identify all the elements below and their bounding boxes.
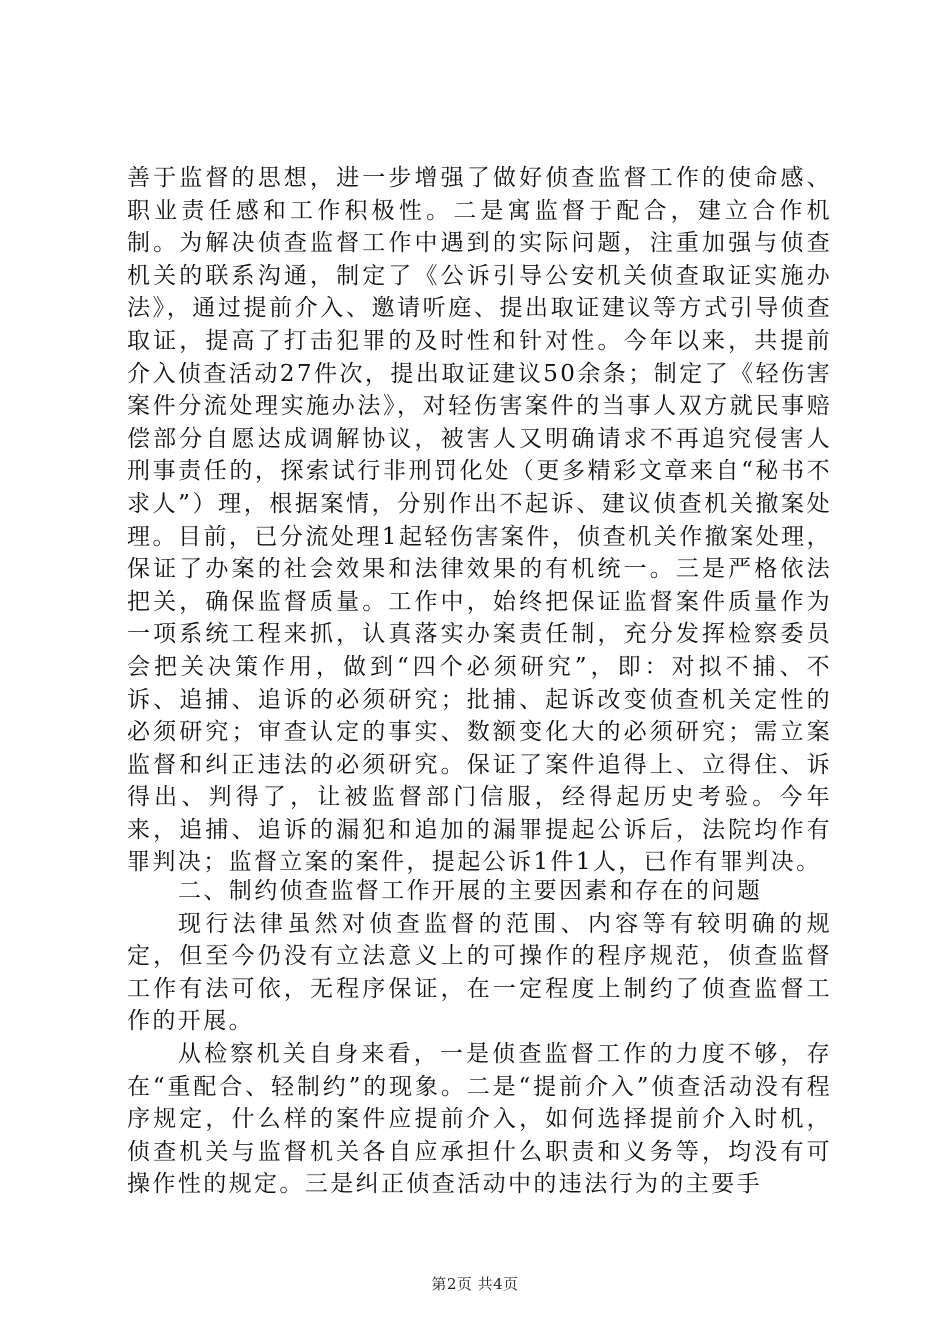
paragraph: 从检察机关自身来看，一是侦查监督工作的力度不够，存在“重配合、轻制约”的现象。二是“提前介入”侦查活动没有程序规定，什么样的案件应提前介入，如何选择提前介入时机，侦查机关与监督机关各自应承担什么职责和义务等，均没有可操作性的规定。三是纠正侦查活动中的违法行为的主要手 [127, 1040, 832, 1198]
body-text-continued [127, 162, 832, 879]
page-number-footer: 第2页 共4页 [431, 1275, 519, 1293]
paragraph: 现行法律虽然对侦查监督的范围、内容等有较明确的规定，但至今仍没有立法意义上的可操作的程序规范，侦查监督工作有法可依，无程序保证，在一定程度上制约了侦查监督工作的开展。 [127, 910, 832, 1035]
section-heading: 二、制约侦查监督工作开展的主要因素和存在的问题 [178, 878, 763, 904]
body-text-section-2 [127, 875, 832, 1201]
paragraph-continued: 善于监督的思想，进一步增强了做好侦查监督工作的使命感、职业责任感和工作积极性。二是寓监督于配合，建立合作机制。为解决侦查监督工作中遇到的实际问题，注重加强与侦查机关的联系沟通，制定了《公诉引导公安机关侦查取证实施办法》，通过提前介入、邀请听庭、提出取证建议等方式引导侦查取证，提高了打击犯罪的及时性和针对性。今年以来，共提前介入侦查活动27件次，提出取证建议50余条；制定了《轻伤害案件分流处理实施办法》，对轻伤害案件的当事人双方就民事赔偿部分自愿达成调解协议，被害人又明确请求不再追究侵害人刑事责任的，探索试行非刑罚化处（更多精彩文章来自“秘书不求人”）理，根据案情，分别作出不起诉、建议侦查机关撤案处理。目前，已分流处理1起轻伤害案件，侦查机关作撤案处理，保证了办案的社会效果和法律效果的有机统一。三是严格依法把关，确保监督质量。工作中，始终把保证监督案件质量作为一项系统工程来抓，认真落实办案责任制，充分发挥检察委员会把关决策作用，做到“四个必须研究”，即：对拟不捕、不诉、追捕、追诉的必须研究；批捕、起诉改变侦查机关定性的必须研究；审查认定的事实、数额变化大的必须研究；需立案监督和纠正违法的必须研究。保证了案件追得上、立得住、诉得出、判得了，让被监督部门信服，经得起历史考验。今年来，追捕、追诉的漏犯和追加的漏罪提起公诉后，法院均作有罪判决；监督立案的案件，提起公诉1件1人，已作有罪判决。 [127, 165, 832, 876]
